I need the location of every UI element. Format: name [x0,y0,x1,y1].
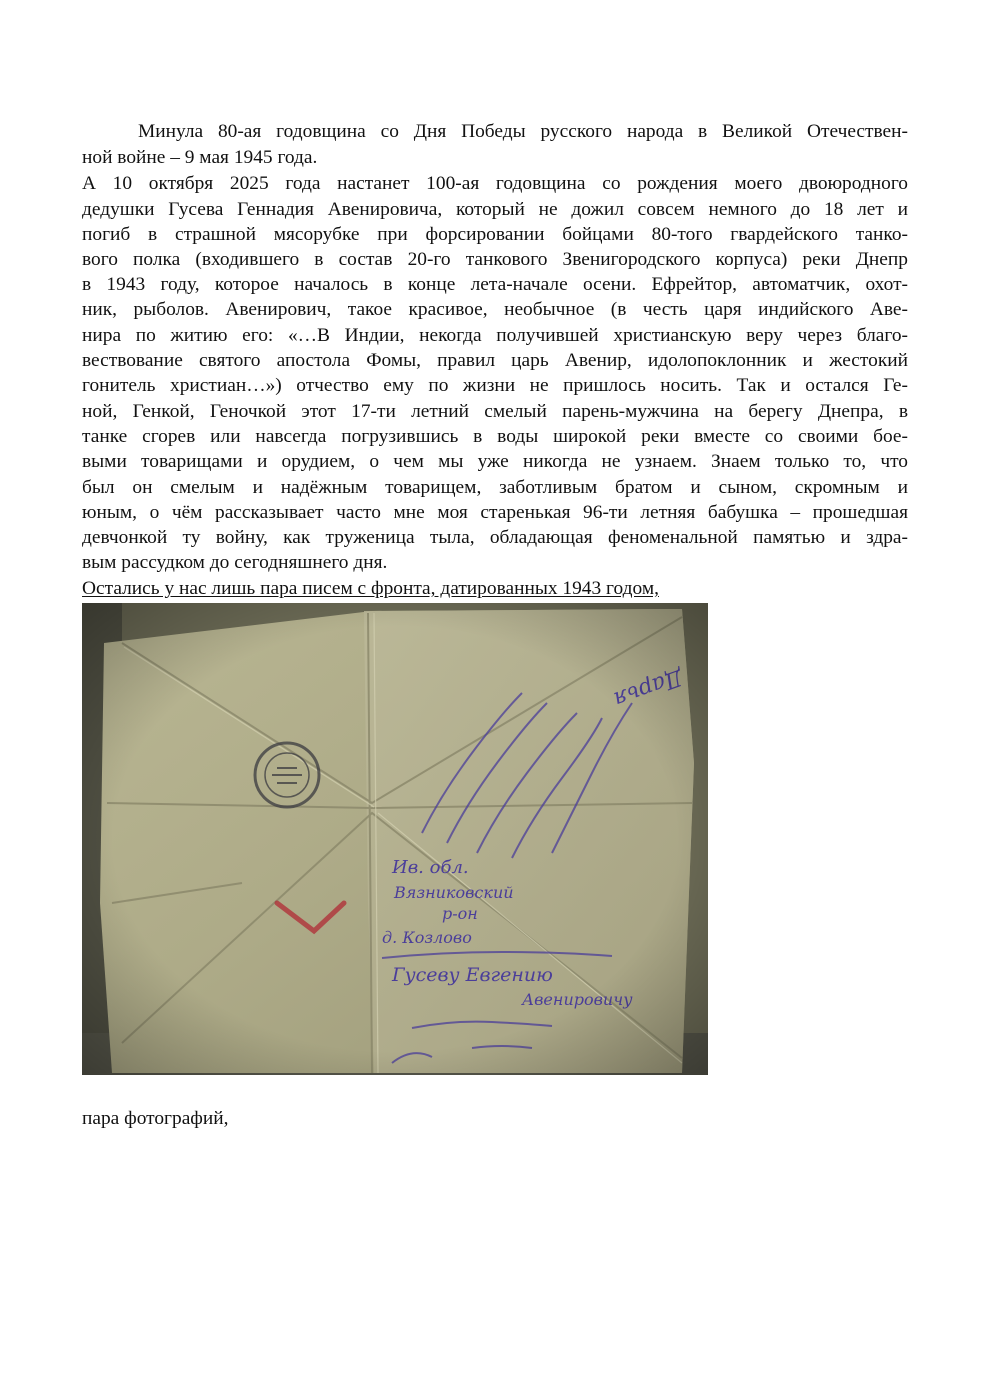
paragraph2-line-10: ной, Генкой, Геночкой этот 17-ти летний смелый парень-мужчина на берегу Днепра, в [82,401,908,422]
paragraph2-line-11: танке сгорев или навсегда погрузившись в воды широкой реки вместе со своими бое- [82,426,908,447]
paragraph2-line-6: ник, рыболов. Авенирович, такое красивое, необычное (в честь царя индийского Аве- [82,299,908,320]
caption-photos: пара фотографий, [82,1108,229,1129]
paragraph2-line-14: юным, о чём рассказывает часто мне моя старенькая 96-ти летняя бабушка – прошедшая [82,502,908,523]
paragraph2-line-1: А 10 октября 2025 года настанет 100-ая годовщина со рождения моего двоюродного [82,173,908,194]
paragraph2-line-13: был он смелым и надёжным товарищем, заботливым братом и сыном, скромным и [82,477,908,498]
paragraph2-line-4: вого полка (входившего в состав 20-го танкового Звенигородского корпуса) реки Днепр [82,249,908,270]
paragraph2-line-12: выми товарищами и орудием, о чем мы уже никогда не узнаем. Знаем только то, что [82,451,908,472]
paragraph2-line-3: погиб в страшной мясорубке при форсировании бойцами 80-того гвардейского танко- [82,224,908,245]
paragraph2-line-15: девчонкой ту войну, как труженица тыла, обладающая феноменальной памятью и здра- [82,527,908,548]
paragraph2-line-5: в 1943 году, которое началось в конце лета-начале осени. Ефрейтор, автоматчик, охот- [82,274,908,295]
paragraph3-text: Остались у нас лишь пара писем с фронта, датированных 1943 годом, [82,578,659,599]
paragraph2-line-2: дедушки Гусева Геннадия Авенировича, который не дожил совсем немного до 18 лет и [82,199,908,220]
paragraph2-line-9: гонитель христиан…») отчество ему по жизни не пришлось носить. Так и остался Ге- [82,375,908,396]
paragraph2-line-7: нира по житию его: «…В Индии, некогда получившей христианскую веру через благо- [82,325,908,346]
paragraph1-line-2: ной войне – 9 мая 1945 года. [82,147,318,168]
paragraph1-line-1: Минула 80-ая годовщина со Дня Победы русского народа в Великой Отечествен- [138,121,908,142]
paragraph2-line-16: вым рассудком до сегодняшнего дня. [82,552,388,573]
letter-photo [82,603,708,1075]
paragraph2-line-8: вествование святого апостола Фомы, правил царь Авенир, идолопоклонник и жестокий [82,350,908,371]
